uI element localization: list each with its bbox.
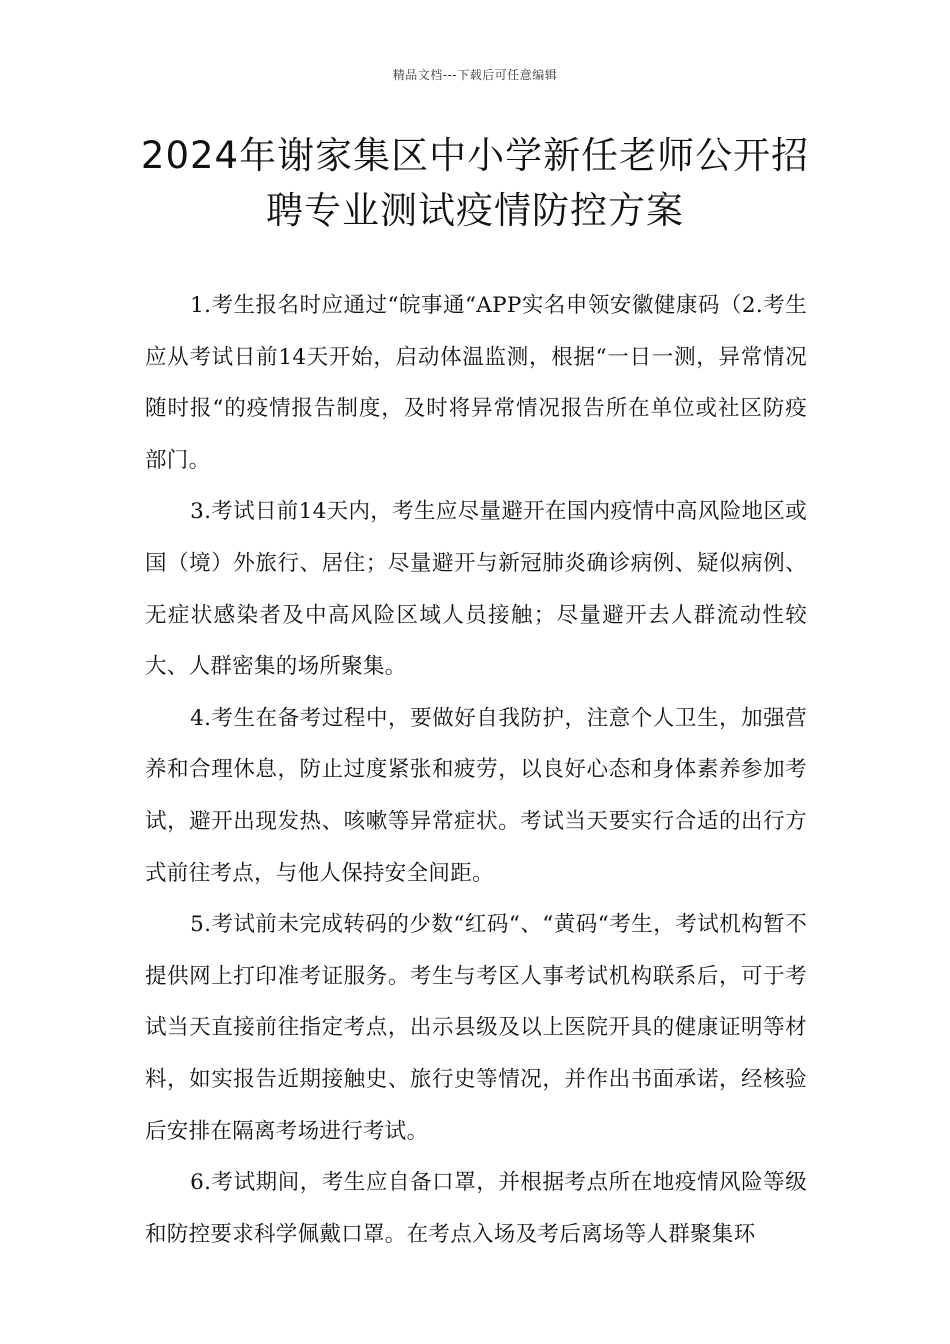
title-line-1: 2024年谢家集区中小学新任老师公开招	[140, 134, 810, 177]
title-line-2: 聘专业测试疫情防控方案	[266, 189, 684, 232]
paragraph-3: 3.考试日前14天内，考生应尽量避开在国内疫情中高风险地区或国（境）外旅行、居住；尽量避开与新冠肺炎确诊病例、疑似病例、无症状感染者及中高风险区域人员接触；尽量避开去人群流动性较大、人群密集的场所聚集。	[145, 499, 807, 680]
document-title	[120, 128, 830, 238]
paragraph-4: 4.考生在备考过程中，要做好自我防护，注意个人卫生，加强营养和合理休息，防止过度紧张和疲劳，以良好心态和身体素养参加考试，避开出现发热、咳嗽等异常症状。考试当天要实行合适的出行方式前往考点，与他人保持安全间距。	[145, 705, 807, 886]
paragraph-1: 1.考生报名时应通过“皖事通“APP实名申领安徽健康码（2.考生应从考试日前14天开始，启动体温监测，根据“一日一测，异常情况随时报“的疫情报告制度，及时将异常情况报告所在单位或社区防疫部门。	[145, 293, 807, 473]
document-body	[145, 280, 807, 1260]
paragraph-6: 6.考试期间，考生应自备口罩，并根据考点所在地疫情风险等级和防控要求科学佩戴口罩。在考点入场及考后离场等人群聚集环	[145, 1170, 807, 1247]
header-note: 精品文档---下载后可任意编辑	[392, 68, 558, 82]
paragraph-5: 5.考试前未完成转码的少数“红码“、“黄码“考生，考试机构暂不提供网上打印准考证服务。考生与考区人事考试机构联系后，可于考试当天直接前往指定考点，出示县级及以上医院开具的健康证明等材料，如实报告近期接触史、旅行史等情况，并作出书面承诺，经核验后安排在隔离考场进行考试。	[145, 912, 807, 1144]
